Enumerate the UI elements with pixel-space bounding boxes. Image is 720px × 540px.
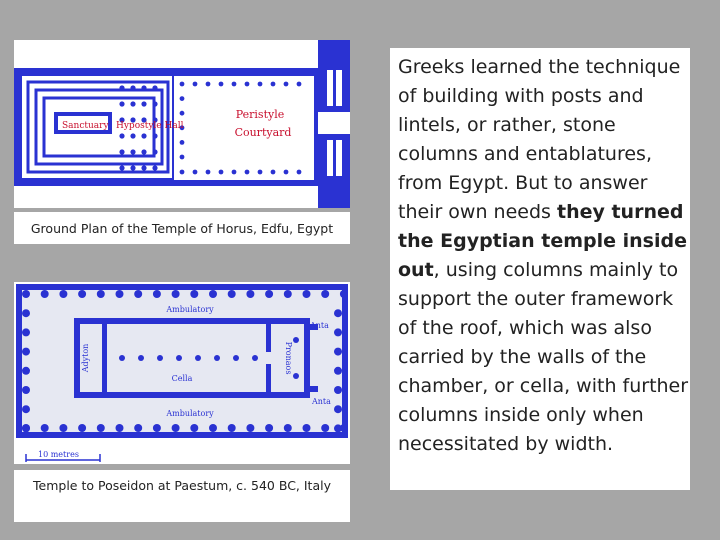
- column-mark: [232, 82, 237, 87]
- column-mark: [180, 140, 185, 145]
- column-mark: [190, 424, 198, 432]
- body-paragraph: [398, 53, 690, 459]
- column-mark: [176, 355, 182, 361]
- column-mark: [119, 85, 124, 90]
- column-mark: [152, 165, 157, 170]
- column-mark: [157, 355, 163, 361]
- column-mark: [334, 386, 342, 394]
- column-mark: [228, 290, 236, 298]
- column-mark: [245, 170, 250, 175]
- column-mark: [193, 170, 198, 175]
- edfu-label-sanctuary: Sanctuary: [62, 121, 109, 131]
- paestum-label-anta-top: Anta: [310, 321, 329, 330]
- column-mark: [22, 405, 30, 413]
- column-mark: [340, 290, 348, 298]
- column-mark: [233, 355, 239, 361]
- column-mark: [130, 85, 135, 90]
- edfu-plan-drawing: [14, 40, 350, 208]
- paestum-label-ambulatory-top: Ambulatory: [166, 305, 214, 314]
- column-mark: [303, 424, 311, 432]
- column-mark: [284, 82, 289, 87]
- column-mark: [141, 149, 146, 154]
- column-mark: [271, 82, 276, 87]
- column-mark: [245, 82, 250, 87]
- paestum-plan-drawing: [14, 282, 350, 464]
- column-mark: [271, 170, 276, 175]
- column-mark: [252, 355, 258, 361]
- column-mark: [119, 165, 124, 170]
- column-mark: [232, 170, 237, 175]
- scale-label: 10 metres: [38, 450, 79, 459]
- column-mark: [59, 290, 67, 298]
- paestum-label-anta-bottom: Anta: [312, 397, 331, 406]
- column-mark: [22, 386, 30, 394]
- column-mark: [284, 424, 292, 432]
- column-mark: [130, 149, 135, 154]
- edfu-label-courtyard: Courtyard: [234, 126, 292, 139]
- column-mark: [190, 290, 198, 298]
- column-mark: [193, 82, 198, 87]
- column-mark: [141, 101, 146, 106]
- column-mark: [134, 424, 142, 432]
- paestum-label-cella: Cella: [171, 374, 193, 383]
- column-mark: [209, 424, 217, 432]
- edfu-label-peristyle: Peristyle: [235, 108, 285, 121]
- scale-bar: [26, 450, 100, 462]
- body-text-part1: Greeks learned the technique of building with posts and lintels, or rather, stone columns and entablatures, from Egypt. But to answer their own needs: [398, 56, 681, 223]
- column-mark: [180, 155, 185, 160]
- column-mark: [334, 309, 342, 317]
- column-mark: [22, 348, 30, 356]
- column-mark: [172, 290, 180, 298]
- column-mark: [22, 290, 30, 298]
- column-mark: [22, 309, 30, 317]
- column-mark: [119, 133, 124, 138]
- text-panel: [390, 48, 690, 490]
- edfu-caption: Ground Plan of the Temple of Horus, Edfu, Egypt: [30, 221, 334, 236]
- column-mark: [141, 85, 146, 90]
- column-mark: [141, 165, 146, 170]
- edfu-label-hypostyle: Hypostyle Hall: [116, 121, 184, 131]
- column-mark: [116, 290, 124, 298]
- column-mark: [153, 424, 161, 432]
- column-mark: [195, 355, 201, 361]
- column-mark: [41, 290, 49, 298]
- column-mark: [334, 328, 342, 336]
- column-mark: [206, 82, 211, 87]
- paestum-label-ambulatory-bottom: Ambulatory: [166, 409, 214, 418]
- column-mark: [246, 424, 254, 432]
- column-mark: [138, 355, 144, 361]
- column-mark: [119, 149, 124, 154]
- column-mark: [22, 367, 30, 375]
- column-mark: [303, 290, 311, 298]
- column-mark: [246, 290, 254, 298]
- column-mark: [206, 170, 211, 175]
- column-mark: [334, 348, 342, 356]
- column-mark: [297, 170, 302, 175]
- body-text-part2: , using columns mainly to support the outer framework of the roof, which was also carried by the walls of the chamber, or cella, with further columns inside only when necessitated by width.: [398, 259, 689, 455]
- column-mark: [219, 170, 224, 175]
- column-mark: [130, 165, 135, 170]
- column-mark: [219, 82, 224, 87]
- body-text-emphasis: they turned the Egyptian temple inside out: [398, 201, 687, 281]
- column-mark: [97, 424, 105, 432]
- column-mark: [228, 424, 236, 432]
- column-mark: [152, 149, 157, 154]
- column-mark: [152, 133, 157, 138]
- edfu-caption-box: [14, 212, 350, 244]
- column-mark: [209, 290, 217, 298]
- column-mark: [22, 424, 30, 432]
- column-mark: [180, 96, 185, 101]
- column-mark: [141, 133, 146, 138]
- column-mark: [180, 170, 185, 175]
- column-mark: [116, 424, 124, 432]
- column-mark: [321, 290, 329, 298]
- column-mark: [134, 290, 142, 298]
- paestum-caption-box: [14, 470, 350, 522]
- column-mark: [265, 290, 273, 298]
- column-mark: [78, 290, 86, 298]
- paestum-label-adyton: Adyton: [81, 343, 90, 373]
- column-mark: [265, 424, 273, 432]
- column-mark: [334, 424, 342, 432]
- column-mark: [321, 424, 329, 432]
- column-mark: [153, 290, 161, 298]
- column-mark: [152, 101, 157, 106]
- column-mark: [41, 424, 49, 432]
- column-mark: [78, 424, 86, 432]
- column-mark: [258, 82, 263, 87]
- column-mark: [152, 85, 157, 90]
- column-mark: [119, 355, 125, 361]
- column-mark: [297, 82, 302, 87]
- column-mark: [334, 367, 342, 375]
- column-mark: [258, 170, 263, 175]
- column-mark: [172, 424, 180, 432]
- column-mark: [119, 101, 124, 106]
- column-mark: [334, 405, 342, 413]
- paestum-caption: Temple to Poseidon at Paestum, c. 540 BC, Italy: [33, 478, 331, 493]
- paestum-label-pronaos: Pronaos: [284, 341, 293, 375]
- column-mark: [284, 170, 289, 175]
- column-mark: [214, 355, 220, 361]
- column-mark: [59, 424, 67, 432]
- column-mark: [22, 328, 30, 336]
- column-mark: [130, 101, 135, 106]
- column-mark: [180, 111, 185, 116]
- edfu-plan-image: [14, 40, 350, 208]
- paestum-plan-image: [14, 282, 350, 464]
- column-mark: [180, 82, 185, 87]
- column-mark: [284, 290, 292, 298]
- column-mark: [97, 290, 105, 298]
- column-mark: [130, 133, 135, 138]
